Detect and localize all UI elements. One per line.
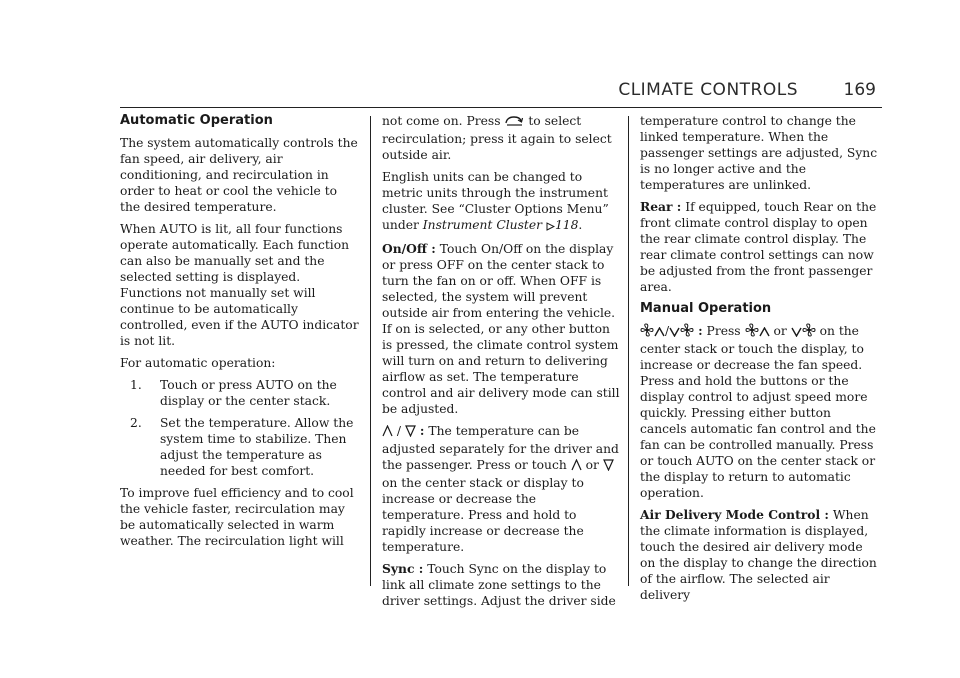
fan-icon bbox=[745, 323, 759, 341]
paragraph: / : The temperature can be adjusted separately for the driver and the passenger. Press or touch or on the center stack or display to increase or decrease the temperature. Press and hold to rapidly increase or decrease the temperature. bbox=[382, 423, 619, 554]
paragraph: / : Press or on the center stack or touch the display, to increase or decrease the fan speed. Press and hold the buttons or the display control to adjust speed more quickly. Pressing either button cancels automatic fan control and the fan can be controlled manually. Press or touch AUTO on the center stack or the display to return to automatic operation. bbox=[640, 323, 876, 500]
air-delivery-term: Air Delivery Mode Control : bbox=[640, 507, 829, 522]
page-reference-icon bbox=[546, 219, 555, 235]
paragraph: Sync : Touch Sync on the display to link all climate zone settings to the driver settings. Adjust the driver side bbox=[382, 561, 616, 608]
sync-term: Sync : bbox=[382, 561, 424, 576]
chevron-up-icon bbox=[759, 325, 770, 341]
column-3 bbox=[640, 113, 880, 609]
onoff-term: On/Off : bbox=[382, 241, 436, 256]
rear-term: Rear : bbox=[640, 199, 682, 214]
column-2 bbox=[382, 113, 622, 615]
cross-reference[interactable]: Instrument Cluster bbox=[422, 218, 543, 232]
paragraph: To improve fuel efficiency and to cool the vehicle faster, recirculation may be automatically selected in warm weather. The recirculation light will bbox=[120, 486, 354, 548]
temperature-up-icon bbox=[571, 459, 582, 475]
fan-icon bbox=[640, 323, 654, 341]
chevron-down-icon bbox=[791, 325, 802, 341]
paragraph: English units can be changed to metric units through the instrument cluster. See “Cluster Options Menu” under Instrument Cluster 118. bbox=[382, 169, 622, 235]
paragraph: On/Off : Touch On/Off on the display or press OFF on the center stack to turn the fan on or off. When OFF is selected, the system will prevent outside air from entering the vehicle. If on is selected, or any other button is pressed, the climate control system will turn on and return to delivering airflow as set. The temperature control and air delivery mode can still be adjusted. bbox=[382, 241, 620, 416]
paragraph: temperature control to change the linked temperature. When the passenger settings are adjusted, Sync is no longer active and the temperatures are unlinked. bbox=[640, 114, 878, 192]
recirculation-icon bbox=[504, 115, 524, 131]
paragraph: Air Delivery Mode Control : When the climate information is displayed, touch the desired air delivery mode on the display to change the direction of the airflow. The selected air delivery bbox=[640, 507, 877, 602]
page-number: 169 bbox=[843, 80, 876, 100]
paragraph: The system automatically controls the fan speed, air delivery, air conditioning, and recirculation in order to heat or cool the vehicle to the desired temperature. bbox=[120, 136, 358, 214]
page-header bbox=[120, 80, 882, 110]
temperature-up-icon bbox=[382, 425, 393, 441]
fan-icon bbox=[802, 323, 816, 341]
page-reference[interactable]: 118 bbox=[554, 218, 579, 232]
column-divider bbox=[370, 116, 371, 586]
paragraph: Rear : If equipped, touch Rear on the front climate control display to open the rear climate control display. The rear climate control settings can now be adjusted from the front passenger area. bbox=[640, 199, 877, 294]
column-1 bbox=[120, 113, 360, 555]
paragraph: When AUTO is lit, all four functions operate automatically. Each function can also be manually set and the selected setting is displayed. Functions not manually set will continue to be automatically controlled, even if the AUTO indicator is not lit. bbox=[120, 222, 359, 348]
step-text: Touch or press AUTO on the display or the center stack. bbox=[160, 378, 337, 408]
header-rule bbox=[120, 107, 882, 108]
manual-operation-heading: Manual Operation bbox=[640, 301, 772, 316]
temperature-down-icon bbox=[603, 459, 614, 475]
section-title: CLIMATE CONTROLS bbox=[618, 80, 798, 100]
chevron-down-icon bbox=[669, 325, 680, 341]
fan-icon bbox=[680, 323, 694, 341]
step-number: 1. bbox=[130, 378, 142, 392]
list-item bbox=[120, 377, 360, 409]
steps-list bbox=[120, 377, 360, 479]
automatic-operation-heading: Automatic Operation bbox=[120, 113, 273, 128]
step-number: 2. bbox=[130, 416, 142, 430]
paragraph: For automatic operation: bbox=[120, 356, 276, 370]
column-divider bbox=[628, 116, 629, 586]
chevron-up-icon bbox=[654, 325, 665, 341]
step-text: Set the temperature. Allow the system time to stabilize. Then adjust the temperature as needed for best comfort. bbox=[160, 416, 354, 478]
paragraph: not come on. Press to select recirculation; press it again to select outside air. bbox=[382, 114, 612, 162]
temperature-down-icon bbox=[405, 425, 416, 441]
list-item bbox=[120, 415, 360, 479]
